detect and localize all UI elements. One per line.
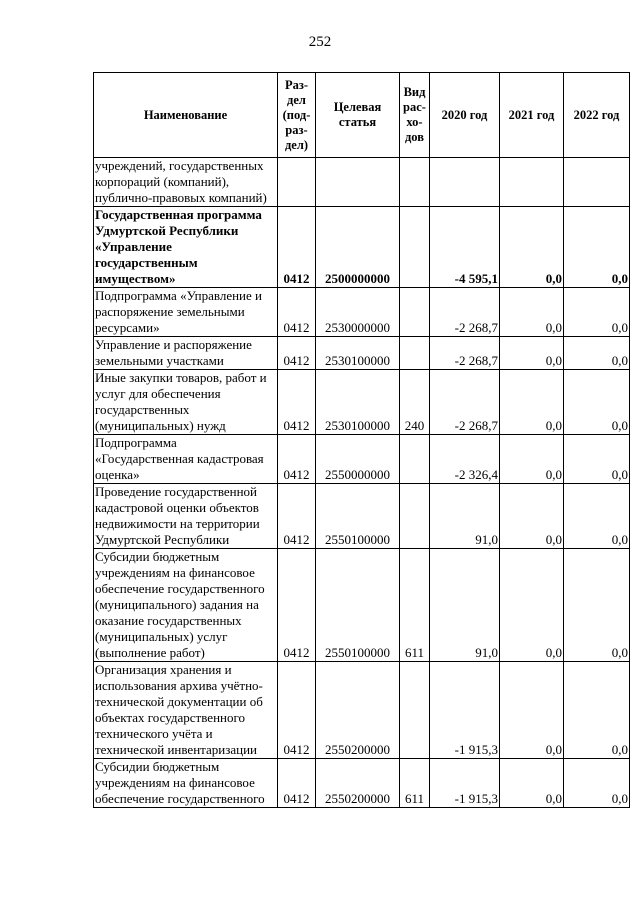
table-row (94, 759, 630, 808)
cell-2020: -4 595,1 (430, 207, 500, 288)
cell-2020: -2 268,7 (430, 337, 500, 370)
table-row (94, 435, 630, 484)
cell-section: 0412 (278, 337, 316, 370)
cell-2022: 0,0 (564, 662, 630, 759)
cell-name: Иные закупки товаров, работ и услуг для обеспечения государственных (муниципальных) нужд (94, 370, 278, 435)
cell-expense (400, 484, 430, 549)
cell-section: 0412 (278, 759, 316, 808)
cell-name: Проведение государственной кадастровой оценки объектов недвижимости на территории Удмуртской Республики (94, 484, 278, 549)
table-row (94, 158, 630, 207)
cell-article: 2500000000 (316, 207, 400, 288)
cell-expense (400, 662, 430, 759)
cell-expense: 611 (400, 759, 430, 808)
cell-2022: 0,0 (564, 759, 630, 808)
budget-table (93, 72, 630, 808)
cell-name: Субсидии бюджетным учреждениям на финансовое обеспечение государственного (муниципального) задания на оказание государственных (муниципальных) услуг (выполнение работ) (94, 549, 278, 662)
cell-2020: -1 915,3 (430, 662, 500, 759)
cell-section: 0412 (278, 435, 316, 484)
header-2022: 2022 год (564, 73, 630, 158)
table-row (94, 337, 630, 370)
cell-section: 0412 (278, 288, 316, 337)
cell-article: 2550200000 (316, 662, 400, 759)
table-row (94, 207, 630, 288)
cell-2021: 0,0 (500, 484, 564, 549)
cell-name: Подпрограмма «Государственная кадастровая оценка» (94, 435, 278, 484)
header-2021: 2021 год (500, 73, 564, 158)
header-2020: 2020 год (430, 73, 500, 158)
table-row (94, 662, 630, 759)
table-row (94, 484, 630, 549)
cell-2020: -2 268,7 (430, 370, 500, 435)
header-name: Наименование (94, 73, 278, 158)
cell-name: Организация хранения и использования архива учётно-технической документации об объектах государственного технического учёта и технической инвентаризации (94, 662, 278, 759)
cell-expense (400, 158, 430, 207)
cell-2021: 0,0 (500, 207, 564, 288)
cell-expense (400, 435, 430, 484)
table-row (94, 288, 630, 337)
cell-2022: 0,0 (564, 484, 630, 549)
cell-article: 2550000000 (316, 435, 400, 484)
header-expense: Вид рас- хо- дов (400, 73, 430, 158)
cell-2021 (500, 158, 564, 207)
cell-article: 2530100000 (316, 370, 400, 435)
cell-article: 2550100000 (316, 549, 400, 662)
cell-expense (400, 288, 430, 337)
cell-2022: 0,0 (564, 435, 630, 484)
cell-name: учреждений, государственных корпораций (компаний), публично-правовых компаний) (94, 158, 278, 207)
cell-2022: 0,0 (564, 337, 630, 370)
cell-article: 2530000000 (316, 288, 400, 337)
table-row (94, 549, 630, 662)
cell-section: 0412 (278, 662, 316, 759)
cell-2020: -2 326,4 (430, 435, 500, 484)
table-header-row (94, 73, 630, 158)
cell-section: 0412 (278, 549, 316, 662)
page-number: 252 (308, 34, 332, 50)
cell-expense: 240 (400, 370, 430, 435)
cell-section: 0412 (278, 370, 316, 435)
header-article: Целевая статья (316, 73, 400, 158)
cell-2020: 91,0 (430, 484, 500, 549)
cell-2021: 0,0 (500, 759, 564, 808)
cell-2022: 0,0 (564, 288, 630, 337)
cell-2020: -2 268,7 (430, 288, 500, 337)
cell-2021: 0,0 (500, 662, 564, 759)
cell-section: 0412 (278, 484, 316, 549)
cell-name: Управление и распоряжение земельными участками (94, 337, 278, 370)
cell-expense (400, 337, 430, 370)
cell-name: Субсидии бюджетным учреждениям на финансовое обеспечение государственного (94, 759, 278, 808)
cell-2021: 0,0 (500, 288, 564, 337)
cell-article: 2550100000 (316, 484, 400, 549)
cell-2021: 0,0 (500, 549, 564, 662)
cell-section (278, 158, 316, 207)
cell-2020 (430, 158, 500, 207)
cell-2020: -1 915,3 (430, 759, 500, 808)
cell-2022: 0,0 (564, 207, 630, 288)
cell-2022: 0,0 (564, 549, 630, 662)
cell-name: Подпрограмма «Управление и распоряжение земельными ресурсами» (94, 288, 278, 337)
header-section: Раз- дел (под- раз- дел) (278, 73, 316, 158)
cell-2021: 0,0 (500, 435, 564, 484)
cell-section: 0412 (278, 207, 316, 288)
cell-name: Государственная программа Удмуртской Республики «Управление государственным имуществом» (94, 207, 278, 288)
cell-2022: 0,0 (564, 370, 630, 435)
cell-expense (400, 207, 430, 288)
cell-article: 2530100000 (316, 337, 400, 370)
cell-2022 (564, 158, 630, 207)
cell-2020: 91,0 (430, 549, 500, 662)
cell-expense: 611 (400, 549, 430, 662)
table-row (94, 370, 630, 435)
cell-2021: 0,0 (500, 337, 564, 370)
cell-article (316, 158, 400, 207)
cell-2021: 0,0 (500, 370, 564, 435)
cell-article: 2550200000 (316, 759, 400, 808)
